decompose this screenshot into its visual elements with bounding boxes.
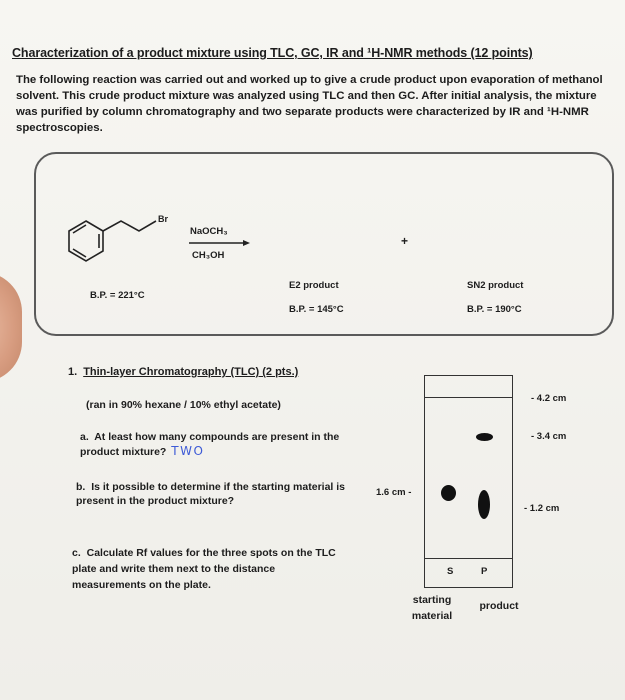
question-1b [76, 480, 376, 508]
question-prefix: c. [72, 547, 81, 559]
question-text: At least how many compounds are present in the [94, 431, 340, 443]
reagent-ch3oh: CH₃OH [192, 250, 225, 261]
question-title: Thin-layer Chromatography (TLC) (2 pts.) [83, 366, 299, 378]
tlc-spot-p-lower [478, 490, 490, 519]
handwritten-answer: TWO [171, 444, 205, 458]
solvent-front-line [425, 397, 512, 398]
caption-line: material [411, 610, 453, 622]
origin-line [425, 558, 512, 559]
e2-product-label: E2 product [289, 280, 339, 291]
tlc-spot-s [441, 485, 456, 501]
distance-solvent-front: - 4.2 cm [531, 393, 567, 404]
bromine-label: Br [158, 214, 169, 224]
tlc-plate [424, 375, 513, 588]
e2-product-bp: B.P. = 145°C [289, 304, 344, 315]
question-1-heading [68, 366, 298, 378]
question-1c [72, 545, 372, 593]
page-title: Characterization of a product mixture using TLC, GC, IR and ¹H-NMR methods (12 points) [12, 46, 533, 60]
question-prefix: b. [76, 481, 86, 493]
starting-material-bp: B.P. = 221°C [90, 290, 145, 301]
distance-starting-material: 1.6 cm - [376, 487, 412, 498]
intro-line: solvent. This crude product mixture was analyzed using TLC and then GC. After initial analysis, the mixture [16, 90, 597, 102]
caption-starting-material [407, 592, 457, 624]
distance-upper-spot: - 3.4 cm [531, 431, 567, 442]
question-text: plate and write them next to the distance [72, 563, 276, 575]
lane-label-s: S [447, 566, 454, 577]
reagent-naoch3: NaOCH₃ [190, 226, 228, 237]
intro-line: The following reaction was carried out and worked up to give a crude product upon evaporation of methanol [16, 74, 603, 86]
question-text: present in the product mixture? [76, 495, 235, 507]
question-text: Calculate Rf values for the three spots on the TLC [86, 547, 336, 559]
reaction-arrow [189, 240, 250, 246]
intro-line: spectroscopies. [16, 122, 103, 134]
caption-product: product [479, 600, 519, 612]
tlc-solvent-note: (ran in 90% hexane / 10% ethyl acetate) [86, 399, 281, 411]
caption-line: starting [412, 594, 452, 606]
intro-line: was purified by column chromatography and two separate products were characterized by IR and ¹H-NMR [16, 106, 589, 118]
sn2-product-label: SN2 product [467, 280, 524, 291]
question-text: product mixture? [80, 446, 167, 458]
tlc-spot-p-upper [476, 433, 493, 441]
lane-label-p: P [481, 566, 488, 577]
question-text: measurements on the plate. [72, 579, 211, 591]
question-text: Is it possible to determine if the starting material is [91, 481, 345, 493]
question-number: 1. [68, 366, 78, 378]
benzene-ring-structure [69, 221, 156, 261]
plus-sign: + [401, 234, 409, 248]
sn2-product-bp: B.P. = 190°C [467, 304, 522, 315]
question-1a [80, 430, 380, 459]
distance-lower-spot: - 1.2 cm [524, 503, 560, 514]
question-prefix: a. [80, 431, 89, 443]
